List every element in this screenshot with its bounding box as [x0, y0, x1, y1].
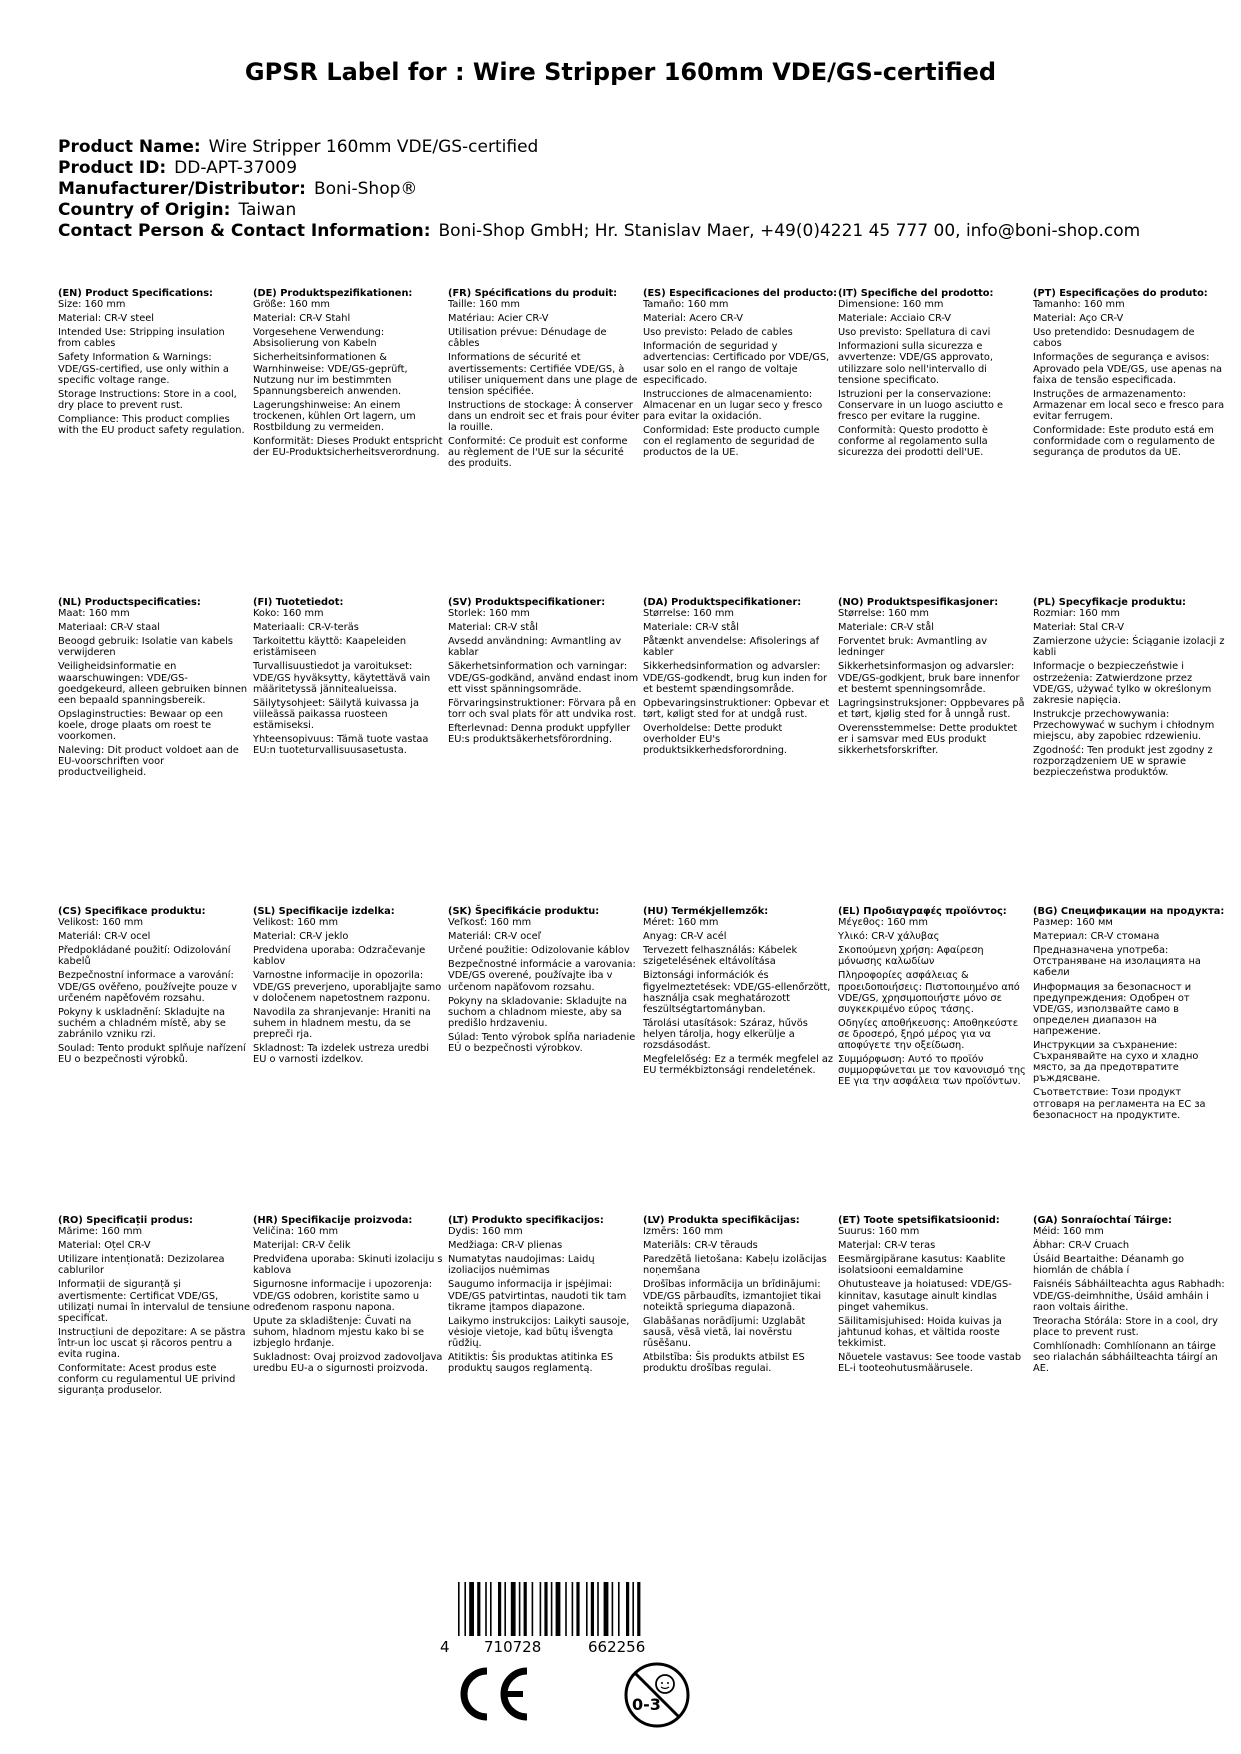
spec-line: Paredzētā lietošana: Kabeļu izolācijas noņemšana [643, 1254, 827, 1277]
spec-heading: (SV) Produktspecifikationer: [448, 597, 606, 608]
spec-line: Tárolási utasítások: Száraz, hűvös helyen tárolja, hogy elkerülje a rozsdásodást. [643, 1017, 808, 1052]
info-label: Product Name: [58, 137, 201, 157]
spec-column [58, 906, 253, 1124]
barcode-bar [464, 1582, 466, 1636]
spec-row [58, 288, 1238, 472]
spec-line: Bezpečnostné informácie a varovania: VDE/GS overené, používajte iba v určenom napäťovom rozsahu. [448, 959, 636, 993]
barcode-bar [532, 1582, 534, 1636]
spec-line: Navodila za shranjevanje: Hraniti na suhem in hladnem mestu, da se prepreči rja. [253, 1006, 431, 1040]
spec-row [58, 906, 1238, 1124]
spec-line: Megfelelőség: Ez a termék megfelel az EU termékbiztonsági rendeletének. [643, 1054, 834, 1077]
spec-line: Conformité: Ce produit est conforme au règlement de l'UE sur la sécurité des produits. [448, 436, 628, 470]
spec-line: Méret: 160 mm [643, 917, 719, 929]
spec-line: Materjal: CR-V teras [838, 1240, 936, 1252]
spec-line: Conformità: Questo prodotto è conforme al regolamento sulla sicurezza dei prodotti dell'UE. [838, 425, 988, 459]
spec-column [1033, 288, 1228, 472]
spec-line: Úsáid Beartaithe: Déanamh go hiomlán de chábla í [1033, 1254, 1185, 1277]
spec-heading: (LT) Produkto specifikacijos: [448, 1215, 604, 1226]
spec-column [253, 597, 448, 781]
spec-line: Instructions de stockage: À conserver dans un endroit sec et frais pour éviter la rouille. [448, 399, 640, 434]
spec-line: Instrucciones de almacenamiento: Almacenar en un lugar seco y fresco para evitar la oxidación. [643, 388, 823, 422]
spec-column [838, 906, 1033, 1124]
spec-line: Informations de sécurité et avertissements: Certifiée VDE/GS, à utiliser uniquement dans une plage de tension spécifiée. [448, 352, 638, 397]
spec-line: Lagerungshinweise: An einem trockenen, kühlen Ort lagern, um Rostbildung zu vermeiden. [253, 399, 416, 434]
spec-line: Πληροφορίες ασφάλειας & προειδοποιήσεις: Πιστοποιημένο από VDE/GS, χρησιμοποιήστε μόνο σε συγκεκριμένο εύρος τάσης. [838, 970, 1020, 1015]
spec-line: Dydis: 160 mm [448, 1226, 523, 1238]
spec-line: Vorgesehene Verwendung: Absisolierung von Kabeln [253, 327, 385, 350]
spec-column [448, 906, 643, 1124]
spec-heading: (EL) Προδιαγραφές προϊόντος: [838, 906, 1007, 917]
spec-line: Materiaal: CR-V staal [58, 622, 160, 634]
spec-line: Οδηγίες αποθήκευσης: Αποθηκεύστε σε δροσερό, ξηρό μέρος για να αποφύγετε την οξείδωση. [838, 1017, 1018, 1052]
spec-line: Material: CR-V steel [58, 313, 154, 325]
spec-line: Glabāšanas norādījumi: Uzglabāt sausā, vēsā vietā, lai novērstu rūsēšanu. [643, 1315, 806, 1349]
spec-line: Pokyny k uskladnění: Skladujte na suchém a chladném místě, aby se zabránilo vzniku rzi. [58, 1006, 226, 1040]
barcode-bar [576, 1582, 579, 1636]
spec-heading: (HR) Specifikacije proizvoda: [253, 1215, 413, 1226]
barcode-bar [519, 1582, 521, 1636]
spec-line: Größe: 160 mm [253, 299, 330, 311]
spec-line: Utilizare intenționată: Dezizolarea cablurilor [58, 1254, 225, 1277]
spec-heading: (BG) Спецификации на продукта: [1033, 906, 1225, 917]
spec-line: Informacje o bezpieczeństwie i ostrzeżenia: Zatwierdzone przez VDE/GS, używać tylko w określonym zakresie napięcia. [1033, 661, 1212, 706]
spec-line: Materiale: Acciaio CR-V [838, 313, 952, 325]
spec-heading: (RO) Specificații produs: [58, 1215, 193, 1226]
barcode-digit-1: 4 [440, 1638, 450, 1655]
barcode-bar [572, 1582, 574, 1636]
barcode-bar [632, 1582, 634, 1636]
spec-line: Tamaño: 160 mm [643, 299, 729, 311]
spec-line: Tamanho: 160 mm [1033, 299, 1125, 311]
spec-line: Sukladnost: Ovaj proizvod zadovoljava uredbu EU-a o sigurnosti proizvoda. [253, 1352, 443, 1375]
spec-line: Размер: 160 мм [1033, 917, 1113, 929]
spec-heading: (FR) Spécifications du produit: [448, 288, 618, 299]
spec-line: Velikost: 160 mm [58, 917, 143, 929]
spec-heading: (PT) Especificações do produto: [1033, 288, 1208, 299]
spec-line: Conformidad: Este producto cumple con el reglamento de seguridad de productos de la UE. [643, 425, 820, 459]
spec-line: Zamierzone użycie: Ściąganie izolacji z kabli [1033, 636, 1225, 659]
spec-line: Conformidade: Este produto está em conformidade com o regulamento de segurança de produtos da UE. [1033, 425, 1215, 459]
spec-line: Materijal: CR-V čelik [253, 1240, 351, 1252]
spec-line: Atitiktis: Šis produktas atitinka ES produktų saugos reglamentą. [448, 1352, 614, 1375]
spec-heading: (SK) Špecifikácie produktu: [448, 906, 600, 917]
spec-line: Anyag: CR-V acél [643, 931, 727, 943]
spec-line: Material: CR-V stål [448, 622, 538, 634]
spec-line: Avsedd användning: Avmantling av kablar [448, 636, 622, 659]
spec-line: Συμμόρφωση: Αυτό το προϊόν συμμορφώνεται με τον κανονισμό της ΕΕ για την ασφάλεια των προϊόντων. [838, 1054, 1026, 1088]
spec-line: Instrukcje przechowywania: Przechowywać w suchym i chłodnym miejscu, aby zapobiec rdzewieniu. [1033, 708, 1215, 743]
spec-line: Informações de segurança e avisos: Aprovado pela VDE/GS, use apenas na faixa de tensão especificada. [1033, 352, 1223, 386]
spec-line: Turvallisuustiedot ja varoitukset: VDE/GS hyväksytty, käytettävä vain määritetyssä jännitealueissa. [253, 661, 431, 695]
spec-line: Utilisation prévue: Dénudage de câbles [448, 327, 607, 350]
spec-line: Rozmiar: 160 mm [1033, 608, 1120, 620]
spec-line: Ohutusteave ja hoiatused: VDE/GS-kinnitav, kasutage ainult kindlas pinget vahemikus. [838, 1279, 1012, 1313]
spec-column [643, 288, 838, 472]
barcode-bar [597, 1582, 599, 1636]
spec-column [448, 597, 643, 781]
spec-line: Σκοπούμενη χρήση: Αφαίρεση μόνωσης καλωδίων [838, 945, 984, 968]
spec-line: Storlek: 160 mm [448, 608, 530, 620]
spec-line: Material: CR-V jeklo [253, 931, 349, 943]
spec-line: Förvaringsinstruktioner: Förvara på en torr och sval plats för att undvika rost. [448, 697, 637, 720]
spec-line: Velikost: 160 mm [253, 917, 338, 929]
spec-line: Istruzioni per la conservazione: Conservare in un luogo asciutto e fresco per evitare la ruggine. [838, 388, 1004, 422]
spec-line: Informazioni sulla sicurezza e avvertenze: VDE/GS approvato, utilizzare solo nell'intervallo di tensione specificato. [838, 341, 993, 386]
spec-line: Soulad: Tento produkt splňuje nařízení EU o bezpečnosti výrobků. [58, 1043, 246, 1066]
info-label: Product ID: [58, 158, 167, 178]
info-row [58, 137, 1198, 158]
info-row [58, 200, 1198, 221]
spec-line: Varnostne informacije in opozorila: VDE/GS preverjeno, uporabljajte samo v določenem napetostnem razponu. [253, 970, 442, 1004]
spec-line: Informații de siguranță și avertismente: Certificat VDE/GS, utilizați numai în intervalul de tensiune specificat. [58, 1279, 250, 1324]
spec-column [253, 288, 448, 472]
spec-line: Materiál: CR-V oceľ [448, 931, 542, 943]
info-value: Taiwan [238, 200, 297, 220]
info-row [58, 158, 1198, 179]
spec-line: Predviđena uporaba: Skinuti izolaciju s kablova [253, 1254, 443, 1277]
spec-line: Предназначена употреба: Отстраняване на изолацията на кабели [1033, 945, 1201, 979]
barcode-bar [556, 1582, 561, 1636]
spec-heading: (NO) Produktspesifikasjoner: [838, 597, 999, 608]
spec-line: Mărime: 160 mm [58, 1226, 143, 1238]
barcode-bar [612, 1582, 614, 1636]
spec-heading: (CS) Specifikace produktu: [58, 906, 206, 917]
spec-line: Treoracha Stórála: Store in a cool, dry place to prevent rust. [1033, 1315, 1218, 1338]
spec-column [253, 906, 448, 1124]
spec-line: Faisnéis Sábháilteachta agus Rabhadh: VDE/GS-deimhnithe, Úsáid amháin i raon voltais áirithe. [1033, 1279, 1225, 1313]
info-value: DD-APT-37009 [174, 158, 298, 178]
spec-column [448, 1215, 643, 1399]
spec-line: Predvidena uporaba: Odzračevanje kablov [253, 945, 426, 968]
spec-line: Material: Acero CR-V [643, 313, 743, 325]
barcode-bar [591, 1582, 594, 1636]
spec-line: Veľkosť: 160 mm [448, 917, 532, 929]
spec-column [58, 288, 253, 472]
spec-line: Съответствие: Този продукт отговаря на регламента на ЕС за безопасност на продуктите. [1033, 1087, 1206, 1121]
spec-line: Bezpečnostní informace a varování: VDE/GS ověřeno, používejte pouze v určeném napěťovém rozsahu. [58, 970, 238, 1004]
barcode-bar [540, 1582, 542, 1636]
barcode-bar [626, 1582, 629, 1636]
page-title: GPSR Label for : Wire Stripper 160mm VDE/GS-certified [244, 58, 997, 86]
spec-heading: (SL) Specifikacije izdelka: [253, 906, 395, 917]
spec-line: Laikymo instrukcijos: Laikyti sausoje, vėsioje vietoje, kad būtų išvengta rūdžių. [448, 1315, 630, 1349]
spec-column [643, 906, 838, 1124]
spec-line: Säilytysohjeet: Säilytä kuivassa ja viileässä paikassa ruosteen estämiseksi. [253, 697, 420, 731]
spec-line: Izmērs: 160 mm [643, 1226, 724, 1238]
spec-line: Taille: 160 mm [448, 299, 520, 311]
spec-heading: (FI) Tuotetiedot: [253, 597, 344, 608]
spec-line: Zgodność: Ten produkt jest zgodny z rozporządzeniem UE w sprawie bezpieczeństwa produktów. [1033, 745, 1213, 779]
spec-line: Veličina: 160 mm [253, 1226, 339, 1238]
info-label: Manufacturer/Distributor: [58, 179, 306, 199]
barcode-bar [504, 1582, 506, 1636]
spec-line: Conformitate: Acest produs este conform cu regulamentul UE privind siguranța produselor. [58, 1363, 236, 1397]
barcode-bar [586, 1582, 588, 1636]
info-row [58, 179, 1198, 200]
spec-line: Säkerhetsinformation och varningar: VDE/GS-godkänd, använd endast inom ett visst spänningsomräde. [448, 661, 639, 695]
barcode-bar [485, 1582, 487, 1636]
barcode-bar [477, 1582, 480, 1636]
spec-line: Předpokládané použití: Odizolování kabelů [58, 945, 231, 968]
spec-line: Lagringsinstruksjoner: Oppbevares på et tørt, kjølig sted for å unngå rust. [838, 697, 1025, 720]
spec-heading: (PL) Specyfikacje produktu: [1033, 597, 1186, 608]
spec-heading: (HU) Termékjellemzők: [643, 906, 769, 917]
spec-line: Storage Instructions: Store in a cool, dry place to prevent rust. [58, 388, 237, 411]
spec-line: Skladnost: Ta izdelek ustreza uredbi EU o varnosti izdelkov. [253, 1043, 429, 1066]
barcode-bar [618, 1582, 620, 1636]
spec-line: Medžiaga: CR-V plienas [448, 1240, 563, 1252]
spec-line: Yhteensopivuus: Tämä tuote vastaa EU:n tuoteturvallisuusasetusta. [253, 734, 429, 757]
spec-line: Drošības informācija un brīdinājumi: VDE/GS pārbaudīts, izmantojiet tikai noteiktā sprieguma diapazonā. [643, 1279, 822, 1313]
spec-line: Určené použitie: Odizolovanie káblov [448, 945, 630, 957]
spec-line: Sikkerhetsinformasjon og advarsler: VDE/GS-godkjent, bruk bare innenfor et bestemt spenningsområde. [838, 661, 1020, 695]
ce-mark-icon [453, 1665, 531, 1723]
spec-line: Overholdelse: Dette produkt overholder EU's produktsikkerhedsforordning. [643, 722, 788, 757]
spec-column [838, 1215, 1033, 1399]
spec-line: Tervezett felhasználás: Kábelek szigetelésének eltávolítása [643, 945, 798, 968]
spec-column [1033, 906, 1228, 1124]
spec-line: Material: Aço CR-V [1033, 313, 1124, 325]
spec-line: Material: CR-V Stahl [253, 313, 351, 325]
spec-line: Naleving: Dit product voldoet aan de EU-voorschriften voor productveiligheid. [58, 745, 239, 779]
spec-line: Sigurnosne informacije i upozorenja: VDE/GS odobren, koristite samo u određenom rasponu napona. [253, 1279, 433, 1313]
spec-column [448, 288, 643, 472]
spec-line: Υλικό: CR-V χάλυβας [838, 931, 940, 943]
spec-line: Upute za skladištenje: Čuvati na suhom, hladnom mjestu kako bi se izbjeglo hrđanje. [253, 1315, 424, 1349]
spec-heading: (GA) Sonraíochtaí Táirge: [1033, 1215, 1172, 1226]
barcode-bar [498, 1582, 501, 1636]
spec-line: Sikkerhedsinformation og advarsler: VDE/GS-godkendt, brug kun inden for et bestemt spændingsområde. [643, 661, 828, 695]
barcode-bar [637, 1582, 640, 1636]
spec-line: Koko: 160 mm [253, 608, 324, 620]
info-label: Contact Person & Contact Information: [58, 221, 431, 241]
spec-line: Materiale: CR-V stål [643, 622, 739, 634]
spec-line: Størrelse: 160 mm [838, 608, 929, 620]
spec-line: Materiał: Stal CR-V [1033, 622, 1125, 634]
spec-line: Información de seguridad y advertencias: Certificado por VDE/GS, usar solo en el rango de voltaje especificado. [643, 341, 830, 386]
spec-line: Konformität: Dieses Produkt entspricht der EU-Produktsicherheitsverordnung. [253, 436, 443, 459]
spec-line: Materiāls: CR-V tērauds [643, 1240, 758, 1252]
barcode-bars [458, 1582, 640, 1636]
barcode-bar [565, 1582, 567, 1636]
spec-line: Μέγεθος: 160 mm [838, 917, 928, 929]
product-info [58, 137, 1198, 242]
spec-line: Atbilstība: Šis produkts atbilst ES produktu drošības regulai. [643, 1352, 805, 1375]
barcode-bar [604, 1582, 609, 1636]
spec-heading: (LV) Produkta specifikācijas: [643, 1215, 800, 1226]
spec-line: Numatytas naudojimas: Laidų izoliacijos nuėmimas [448, 1254, 595, 1277]
spec-line: Comhlíonadh: Comhlíonann an táirge seo rialachán sábháilteachta táirgí an AE. [1033, 1340, 1218, 1375]
info-value: Wire Stripper 160mm VDE/GS-certified [208, 137, 539, 157]
spec-line: Pokyny na skladovanie: Skladujte na suchom a chladnom mieste, aby sa predišlo hrdzaveniu. [448, 995, 627, 1029]
info-value: Boni-Shop GmbH; Hr. Stanislav Maer, +49(0)4221 45 777 00, info@boni-shop.com [438, 221, 1141, 241]
spec-line: Suurus: 160 mm [838, 1226, 920, 1238]
spec-line: Materiale: CR-V stål [838, 622, 934, 634]
spec-line: Material: Oțel CR-V [58, 1240, 151, 1252]
spec-line: Tarkoitettu käyttö: Kaapeleiden eristämiseen [253, 636, 407, 659]
spec-line: Информация за безопасност и предупреждения: Одобрен от VDE/GS, използвайте само в определен диапазон на напрежение. [1033, 981, 1192, 1037]
spec-column [253, 1215, 448, 1399]
spec-line: Forventet bruk: Avmantling av ledninger [838, 636, 988, 659]
spec-row [58, 1215, 1238, 1399]
spec-line: Size: 160 mm [58, 299, 126, 311]
spec-column [838, 288, 1033, 472]
info-row [58, 221, 1198, 242]
spec-column [1033, 597, 1228, 781]
spec-line: Saugumo informacija ir įspėjimai: VDE/GS patvirtintas, naudoti tik tam tikrame įtampos diapazone. [448, 1279, 627, 1313]
barcode-bar [458, 1582, 460, 1636]
spec-heading: (IT) Specifiche del prodotto: [838, 288, 994, 299]
spec-line: Instruções de armazenamento: Armazenar em local seco e fresco para evitar ferrugem. [1033, 388, 1225, 422]
barcode [436, 1580, 706, 1655]
spec-line: Safety Information & Warnings: VDE/GS-certified, use only within a specific voltage range. [58, 352, 229, 386]
spec-column [838, 597, 1033, 781]
spec-line: Materiál: CR-V ocel [58, 931, 151, 943]
spec-heading: (ET) Toote spetsifikatsioonid: [838, 1215, 1000, 1226]
barcode-bar [469, 1582, 474, 1636]
info-label: Country of Origin: [58, 200, 231, 220]
barcode-bar [551, 1582, 553, 1636]
not-for-children-0-3-icon [622, 1660, 692, 1730]
barcode-bar [490, 1582, 492, 1636]
spec-heading: (NL) Productspecificaties: [58, 597, 201, 608]
spec-line: Størrelse: 160 mm [643, 608, 734, 620]
spec-line: Materiaali: CR-V-teräs [253, 622, 359, 634]
spec-column [58, 597, 253, 781]
spec-line: Uso pretendido: Desnudagem de cabos [1033, 327, 1195, 350]
barcode-digits-2: 710728 [484, 1638, 542, 1655]
spec-column [643, 1215, 838, 1399]
spec-line: Instrucțiuni de depozitare: A se păstra într-un loc uscat și răcoros pentru a evita rugina. [58, 1326, 246, 1361]
spec-heading: (DA) Produktspecifikationer: [643, 597, 802, 608]
spec-line: Overensstemmelse: Dette produktet er i samsvar med EUs produkt sikkerhetsforskrifter. [838, 722, 1018, 757]
spec-line: Ábhar: CR-V Cruach [1033, 1240, 1130, 1252]
spec-heading: (DE) Produktspezifikationen: [253, 288, 413, 299]
spec-line: Nõuetele vastavus: See toode vastab EL-i tooteohutusmäärusele. [838, 1352, 1022, 1375]
barcode-bar [524, 1582, 527, 1636]
spec-line: Материал: CR-V стомана [1033, 931, 1160, 943]
spec-row [58, 597, 1238, 781]
spec-column [58, 1215, 253, 1399]
spec-line: Инструкции за съхранение: Съхранявайте на сухо и хладно място, за да предотвратите ръждясване. [1033, 1040, 1199, 1085]
spec-line: Opbevaringsinstruktioner: Opbevar et tørt, køligt sted for at undgå rust. [643, 697, 830, 720]
spec-line: Uso previsto: Pelado de cables [643, 327, 793, 339]
spec-line: Säilitamisjuhised: Hoida kuivas ja jahtunud kohas, et vältida rooste tekkimist. [838, 1315, 1002, 1349]
spec-line: Maat: 160 mm [58, 608, 130, 620]
spec-line: Dimensione: 160 mm [838, 299, 944, 311]
spec-line: Efterlevnad: Denna produkt uppfyller EU:s produktsäkerhetsförordning. [448, 722, 631, 746]
spec-line: Méid: 160 mm [1033, 1226, 1104, 1238]
spec-line: Biztonsági információk és figyelmeztetések: VDE/GS-ellenőrzött, használja csak meghatározott feszültségtartományban. [643, 970, 831, 1015]
barcode-digits-3: 662256 [588, 1638, 646, 1655]
spec-line: Uso previsto: Spellatura di cavi [838, 327, 991, 339]
spec-column [1033, 1215, 1228, 1399]
spec-line: Beoogd gebruik: Isolatie van kabels verwijderen [58, 636, 233, 659]
spec-line: Sicherheitsinformationen & Warnhinweise: VDE/GS-geprüft, Nutzung nur im bestimmten Spannungsbereich anwenden. [253, 352, 408, 397]
spec-line: Súlad: Tento výrobok spĺňa nariadenie EÚ o bezpečnosti výrobkov. [448, 1031, 636, 1055]
spec-heading: (ES) Especificaciones del producto: [643, 288, 838, 299]
spec-line: Opslaginstructies: Bewaar op een koele, droge plaats om roest te voorkomen. [58, 708, 224, 743]
spec-line: Eesmärgipärane kasutus: Kaablite isolatsiooni eemaldamine [838, 1254, 1006, 1277]
spec-column [643, 597, 838, 781]
age-label: 0-3 [632, 1695, 661, 1714]
barcode-bar [544, 1582, 547, 1636]
spec-heading: (EN) Product Specifications: [58, 288, 213, 299]
spec-line: Veiligheidsinformatie en waarschuwingen: VDE/GS-goedgekeurd, alleen gebruiken binnen een bepaald spanningsbereik. [58, 661, 248, 706]
spec-line: Påtænkt anvendelse: Afisolerings af kabler [643, 636, 820, 659]
spec-line: Matériau: Acier CR-V [448, 313, 549, 325]
barcode-bar [511, 1582, 516, 1636]
spec-line: Intended Use: Stripping insulation from cables [58, 327, 225, 350]
info-value: Boni-Shop® [313, 179, 418, 199]
spec-line: Compliance: This product complies with the EU product safety regulation. [58, 413, 245, 437]
